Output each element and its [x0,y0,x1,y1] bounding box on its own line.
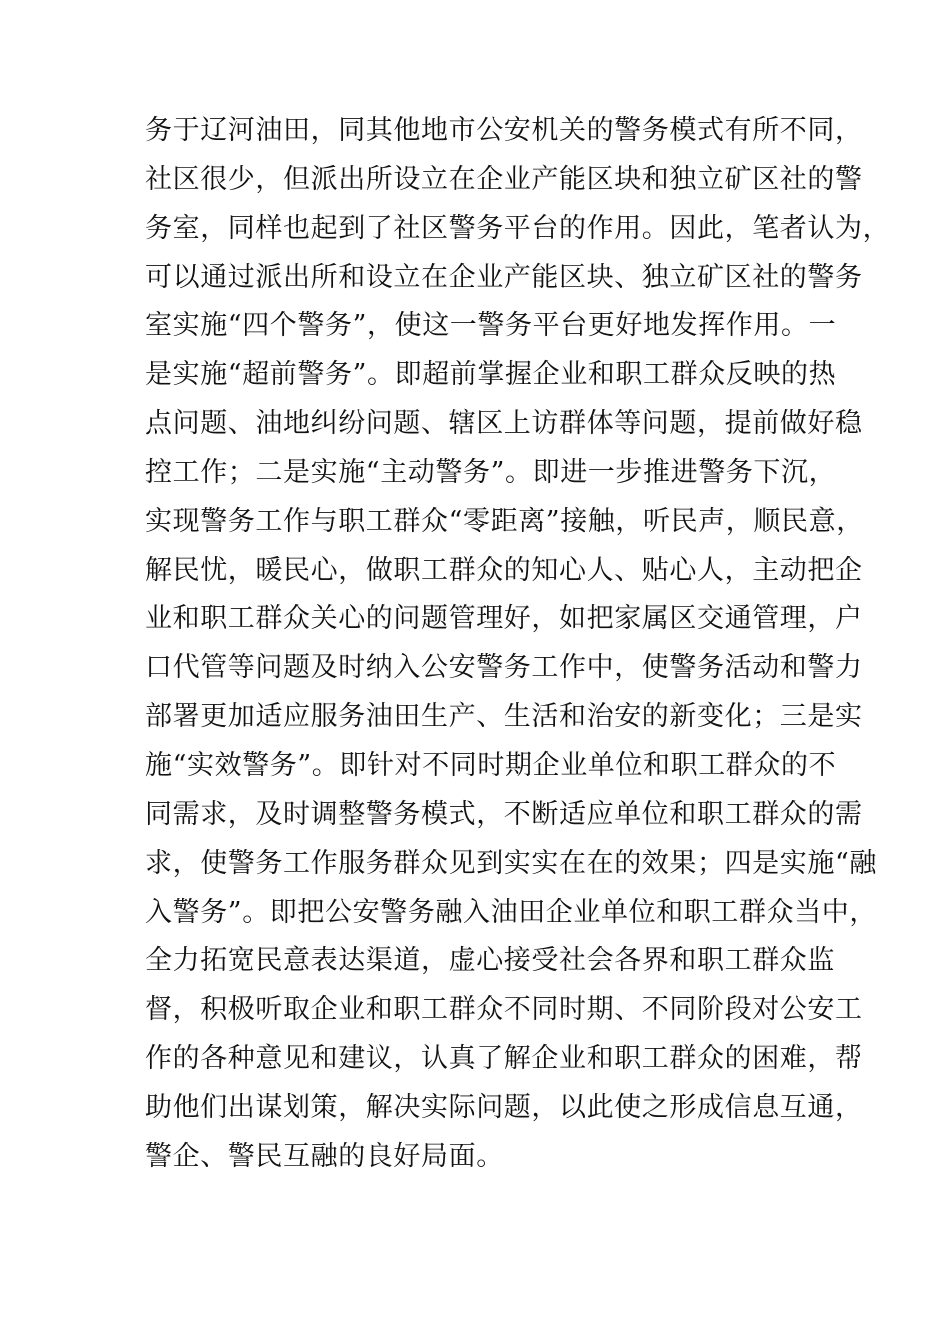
text-line: 解民忧，暖民心，做职工群众的知心人、贴心人，主动把企 [145,554,863,586]
text-line: 实现警务工作与职工群众“零距离”接触，听民声，顺民意， [145,505,864,537]
text-line: 点问题、油地纠纷问题、辖区上访群体等问题，提前做好稳 [145,408,863,440]
text-line: 助他们出谋划策，解决实际问题，以此使之形成信息互通， [145,1091,863,1123]
text-line: 口代管等问题及时纳入公安警务工作中，使警务活动和警力 [145,652,863,684]
text-line: 社区很少，但派出所设立在企业产能区块和独立矿区社的警 [145,163,863,195]
text-line: 作的各种意见和建议，认真了解企业和职工群众的困难，帮 [145,1043,863,1075]
text-line: 施“实效警务”。即针对不同时期企业单位和职工群众的不 [145,749,837,781]
text-line: 求，使警务工作服务群众见到实实在在的效果；四是实施“融 [145,847,878,879]
text-line: 业和职工群众关心的问题管理好，如把家属区交通管理，户 [145,603,863,635]
text-line: 务于辽河油田，同其他地市公安机关的警务模式有所不同， [145,115,863,146]
text-line: 室实施“四个警务”，使这一警务平台更好地发挥作用。一 [145,310,837,342]
text-line: 部署更加适应服务油田生产、生活和治安的新变化；三是实 [145,701,863,733]
text-line: 全力拓宽民意表达渠道，虚心接受社会各界和职工群众监 [145,945,835,977]
text-line: 是实施“超前警务”。即超前掌握企业和职工群众反映的热 [145,359,837,391]
text-line: 务室，同样也起到了社区警务平台的作用。因此，笔者认为， [145,212,891,244]
text-line: 可以通过派出所和设立在企业产能区块、独立矿区社的警务 [145,261,863,293]
body-paragraph [145,107,891,1182]
text-line: 同需求，及时调整警务模式，不断适应单位和职工群众的需 [145,798,863,830]
text-line: 入警务”。即把公安警务融入油田企业单位和职工群众当中， [145,896,878,928]
text-line: 警企、警民互融的良好局面。 [145,1140,504,1172]
text-line: 控工作；二是实施“主动警务”。即进一步推进警务下沉， [145,456,837,488]
text-line: 督，积极听取企业和职工群众不同时期、不同阶段对公安工 [145,994,863,1026]
